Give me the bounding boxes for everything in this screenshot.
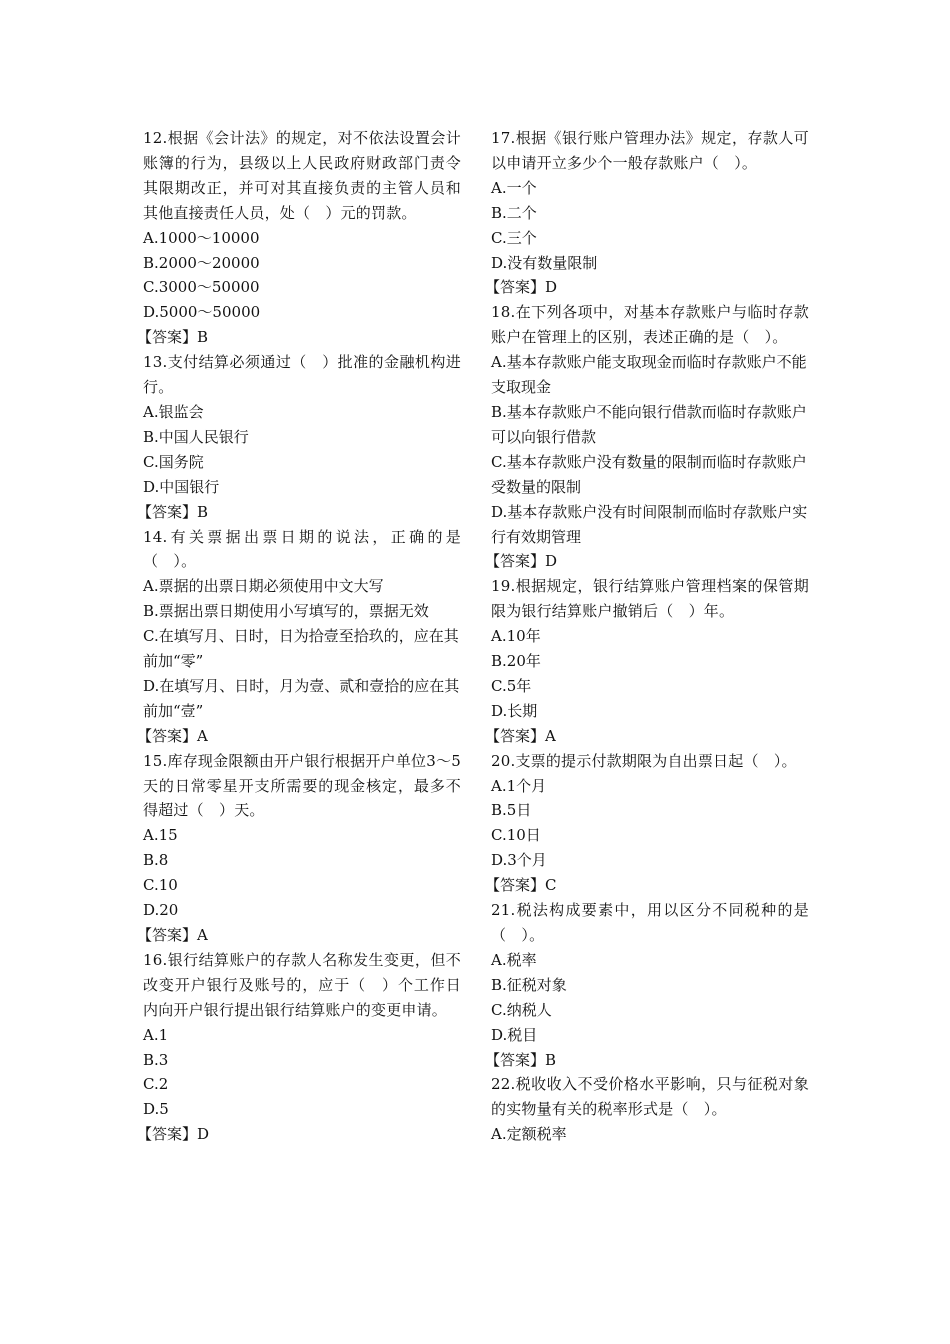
question-text: 22.税收收入不受价格水平影响，只与征税对象的实物量有关的税率形式是（ ）。 — [491, 1075, 809, 1119]
option-d: D.税目 — [491, 1025, 538, 1044]
question-15 — [137, 749, 461, 948]
option-c: C.10 — [143, 876, 178, 895]
option-d: D.3个月 — [491, 851, 547, 870]
option-a: A.银监会 — [143, 402, 204, 421]
option-c: C.在填写月、日时，日为拾壹至拾玖的，应在其前加“零” — [143, 627, 459, 671]
question-17 — [485, 126, 809, 300]
answer-line: 【答案】B — [485, 1050, 557, 1069]
option-c: C.10日 — [491, 826, 541, 845]
option-d: D.没有数量限制 — [491, 253, 598, 272]
option-b: B.二个 — [491, 203, 537, 222]
option-d: D.在填写月、日时，月为壹、贰和壹拾的应在其前加“壹” — [143, 676, 460, 720]
question-19 — [485, 574, 809, 748]
answer-line: 【答案】B — [137, 328, 209, 347]
option-a: A.15 — [143, 826, 178, 845]
option-c: C.三个 — [491, 228, 537, 247]
question-22 — [491, 1072, 809, 1147]
question-14 — [137, 525, 461, 749]
option-b: B.征税对象 — [491, 975, 567, 994]
question-21 — [485, 898, 809, 1072]
option-c: C.3000～50000 — [143, 278, 260, 297]
option-a: A.1 — [143, 1025, 169, 1044]
option-c: C.基本存款账户没有数量的限制而临时存款账户受数量的限制 — [491, 452, 807, 496]
option-c: C.纳税人 — [491, 1000, 552, 1019]
option-b: B.2000～20000 — [143, 253, 260, 272]
option-a: A.定额税率 — [491, 1125, 567, 1144]
option-d: D.5000～50000 — [143, 303, 261, 322]
option-b: B.20年 — [491, 652, 541, 671]
option-a: A.1000～10000 — [143, 228, 260, 247]
option-a: A.1个月 — [491, 776, 547, 795]
question-18 — [485, 300, 809, 574]
question-13 — [137, 350, 461, 524]
question-20 — [485, 749, 809, 898]
option-b: B.票据出票日期使用小写填写的，票据无效 — [143, 602, 429, 621]
left-column — [137, 126, 461, 1147]
answer-line: 【答案】C — [485, 876, 557, 895]
option-c: C.国务院 — [143, 452, 204, 471]
answer-line: 【答案】A — [137, 926, 208, 944]
option-a: A.基本存款账户能支取现金而临时存款账户不能支取现金 — [491, 353, 807, 397]
question-text: 17.根据《银行账户管理办法》规定，存款人可以申请开立多少个一般存款账户（ ）。 — [491, 129, 809, 172]
answer-line: 【答案】D — [485, 552, 558, 571]
option-b: B.基本存款账户不能向银行借款而临时存款账户可以向银行借款 — [491, 402, 807, 446]
answer-line: 【答案】D — [137, 1125, 210, 1144]
option-a: A.税率 — [491, 950, 537, 969]
question-text: 19.根据规定，银行结算账户管理档案的保管期限为银行结算账户撤销后（ ）年。 — [491, 577, 809, 621]
option-a: A.票据的出票日期必须使用中文大写 — [143, 577, 384, 596]
answer-line: 【答案】A — [137, 726, 208, 745]
question-12 — [137, 126, 461, 350]
question-text: 14.有关票据出票日期的说法，正确的是（ ）。 — [143, 527, 461, 571]
option-d: D.长期 — [491, 701, 538, 720]
question-text: 16.银行结算账户的存款人名称发生变更，但不改变开户银行及账号的，应于（ ）个工作日内向开户银行提出银行结算账户的变更申请。 — [143, 950, 461, 1019]
option-b: B.5日 — [491, 801, 532, 820]
answer-line: 【答案】A — [485, 726, 556, 745]
answer-line: 【答案】D — [485, 278, 558, 297]
option-d: D.5 — [143, 1100, 169, 1119]
question-text: 21.税法构成要素中，用以区分不同税种的是（ ）。 — [491, 901, 809, 944]
option-d: D.中国银行 — [143, 477, 220, 496]
option-a: A.10年 — [491, 627, 541, 646]
option-c: C.2 — [143, 1075, 169, 1094]
option-d: D.20 — [143, 901, 179, 920]
option-d: D.基本存款账户没有时间限制而临时存款账户实行有效期管理 — [491, 502, 808, 546]
option-b: B.3 — [143, 1050, 169, 1069]
option-b: B.8 — [143, 851, 169, 870]
question-text: 20.支票的提示付款期限为自出票日起（ ）。 — [491, 751, 797, 770]
question-text: 12.根据《会计法》的规定，对不依法设置会计账簿的行为，县级以上人民政府财政部门责令其限期改正，并可对其直接负责的主管人员和其他直接责任人员，处（ ）元的罚款。 — [143, 129, 461, 222]
question-text: 18.在下列各项中，对基本存款账户与临时存款账户在管理上的区别，表述正确的是（ ）。 — [491, 303, 809, 347]
question-text: 15.库存现金限额由开户银行根据开户单位3～5天的日常零星开支所需要的现金核定，最多不得超过（ ）天。 — [143, 751, 461, 820]
option-c: C.5年 — [491, 676, 532, 695]
answer-line: 【答案】B — [137, 502, 209, 521]
option-a: A.一个 — [491, 178, 537, 197]
option-b: B.中国人民银行 — [143, 427, 249, 446]
question-text: 13.支付结算必须通过（ ）批准的金融机构进行。 — [143, 353, 461, 397]
right-column — [485, 126, 809, 1147]
question-16 — [137, 948, 461, 1147]
